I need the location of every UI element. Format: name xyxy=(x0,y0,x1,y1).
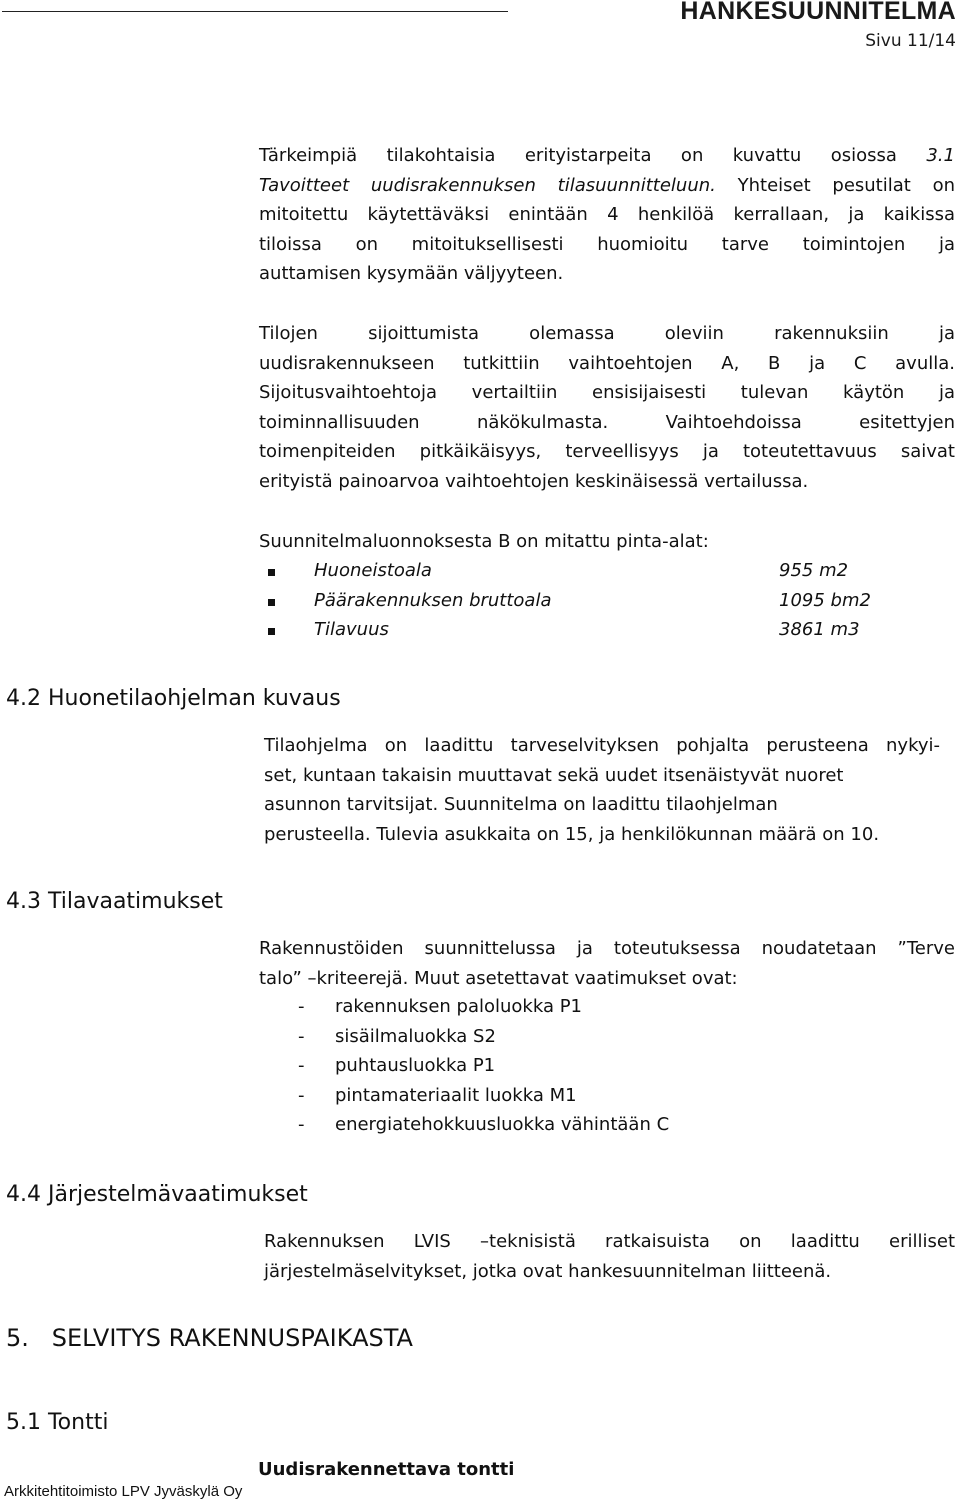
placement-paragraph xyxy=(259,319,955,496)
page-number: Sivu 11/14 xyxy=(865,31,956,51)
section-4-2-line: perusteella. Tulevia asukkaita on 15, ja henkilökunnan määrä on 10. xyxy=(264,823,880,845)
placement-line: erityistä painoarvoa vaihtoehtojen keskinäisessä vertailussa. xyxy=(259,470,809,492)
section-4-2-line: asunnon tarvitsijat. Suunnitelma on laadittu tilaohjelman xyxy=(264,794,778,815)
dash-bullet: - xyxy=(298,1055,305,1076)
areas-intro-text: Suunnitelmaluonnoksesta B on mitattu pinta-alat: xyxy=(259,531,709,552)
square-bullet-icon xyxy=(268,569,275,576)
requirement-text: rakennuksen paloluokka P1 xyxy=(335,996,582,1017)
square-bullet-icon xyxy=(268,628,275,635)
section-4-2-line: Tilaohjelma on laadittu tarveselvityksen pohjalta perusteena nykyi- xyxy=(264,735,940,756)
intro-line-4: tiloissa on mitoituksellisesti huomioitu tarve toimintojen ja xyxy=(259,233,955,255)
intro-line-1-text: Tärkeimpiä tilakohtaisia erityistarpeita on kuvattu osiossa xyxy=(259,145,927,166)
placement-line: toimenpiteiden pitkäikäisyys, terveellisyys ja toteutettavuus saivat xyxy=(259,441,955,462)
intro-line-1 xyxy=(259,141,955,171)
section-4-2-paragraph xyxy=(264,731,940,849)
document-title: HANKESUUNNITELMA xyxy=(680,0,956,25)
section-reference: 3.1 xyxy=(926,145,955,166)
section-reference-title: Tavoitteet uudisrakennuksen tilasuunnitteluun. xyxy=(259,174,716,196)
section-4-4-paragraph xyxy=(264,1227,955,1286)
section-4-2-line: set, kuntaan takaisin muuttavat sekä uudet itsenäistyvät nuoret xyxy=(264,764,844,786)
placement-line: Sijoitusvaihtoehtoja vertailtiin ensisijaisesti tulevan käytön ja xyxy=(259,382,955,403)
intro-line-5: auttamisen kysymään väljyyteen. xyxy=(259,263,564,284)
area-label: Huoneistoala xyxy=(314,560,432,581)
section-heading-5-1: 5.1 Tontti xyxy=(6,1410,109,1435)
section-heading-4-3: 4.3 Tilavaatimukset xyxy=(6,889,223,914)
dash-bullet: - xyxy=(298,996,305,1017)
intro-line-3: mitoitettu käytettäväksi enintään 4 henkilöä kerrallaan, ja kaikissa xyxy=(259,204,955,225)
dash-bullet: - xyxy=(298,1114,305,1135)
placement-line: Tilojen sijoittumista olemassa oleviin rakennuksiin ja xyxy=(259,323,955,344)
square-bullet-icon xyxy=(268,599,275,606)
area-label: Tilavuus xyxy=(314,619,389,640)
dash-bullet: - xyxy=(298,1084,305,1106)
section-4-3-paragraph xyxy=(259,934,955,993)
subheading-new-plot: Uudisrakennettava tontti xyxy=(258,1459,515,1480)
intro-line-2 xyxy=(259,171,955,201)
area-value: 955 m2 xyxy=(779,560,849,581)
area-label: Päärakennuksen bruttoala xyxy=(314,589,552,611)
section-heading-4-2: 4.2 Huonetilaohjelman kuvaus xyxy=(6,686,341,711)
intro-line-2-text: Yhteiset pesutilat on xyxy=(715,174,955,196)
area-value: 3861 m3 xyxy=(779,619,860,640)
placement-line: uudisrakennukseen tutkittiin vaihtoehtojen A, B ja C avulla. xyxy=(259,352,955,374)
section-heading-5: 5. SELVITYS RAKENNUSPAIKASTA xyxy=(6,1324,413,1352)
footer-company: Arkkitehtitoimisto LPV Jyväskylä Oy xyxy=(4,1483,243,1500)
placement-line: toiminnallisuuden näkökulmasta. Vaihtoehdoissa esitettyjen xyxy=(259,411,955,433)
requirement-text: sisäilmaluokka S2 xyxy=(335,1025,496,1047)
requirement-text: puhtausluokka P1 xyxy=(335,1055,496,1076)
area-value: 1095 bm2 xyxy=(779,589,871,611)
areas-intro xyxy=(259,527,955,557)
section-4-4-line-1: Rakennuksen LVIS –teknisistä ratkaisuista on laadittu erilliset xyxy=(264,1231,955,1252)
header-rule xyxy=(2,11,508,12)
section-4-3-line-2: talo” –kriteerejä. Muut asetettavat vaatimukset ovat: xyxy=(259,967,738,989)
section-heading-4-4: 4.4 Järjestelmävaatimukset xyxy=(6,1182,308,1207)
requirement-text: pintamateriaalit luokka M1 xyxy=(335,1084,577,1106)
requirement-text: energiatehokkuusluokka vähintään C xyxy=(335,1114,670,1135)
section-4-3-line-1: Rakennustöiden suunnittelussa ja toteutuksessa noudatetaan ”Terve xyxy=(259,938,955,959)
section-4-4-line-2: järjestelmäselvitykset, jotka ovat hankesuunnitelman liitteenä. xyxy=(264,1260,832,1282)
intro-paragraph xyxy=(259,141,955,289)
dash-bullet: - xyxy=(298,1025,305,1047)
